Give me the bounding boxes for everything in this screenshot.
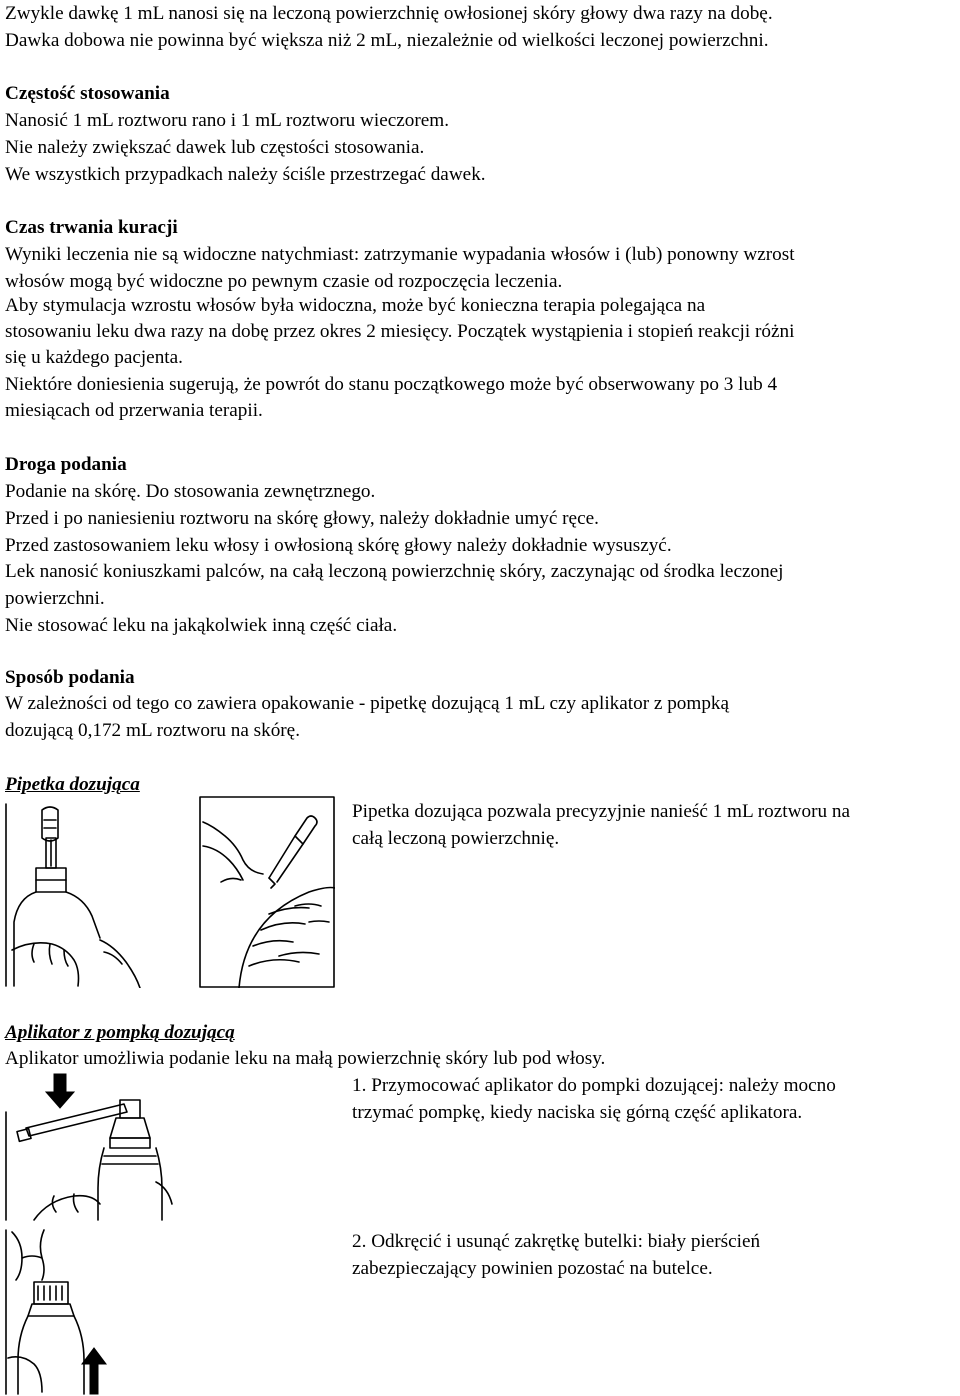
applicator-heading: Aplikator z pompką dozującą bbox=[5, 1022, 235, 1043]
route-line-5: powierzchni. bbox=[5, 588, 105, 609]
applicator-step1-line-1: 1. Przymocować aplikator do pompki dozującej: należy mocno bbox=[352, 1075, 836, 1096]
pipette-caption-line-2: całą leczoną powierzchnię. bbox=[352, 828, 560, 849]
duration-line-2: włosów mogą być widoczne po pewnym czasie od rozpoczęcia leczenia. bbox=[5, 271, 563, 292]
route-line-2: Przed i po naniesieniu roztworu na skórę głowy, należy dokładnie umyć ręce. bbox=[5, 508, 599, 529]
route-line-3: Przed zastosowaniem leku włosy i owłosioną skórę głowy należy dokładnie wysuszyć. bbox=[5, 535, 672, 556]
duration-line-5: się u każdego pacjenta. bbox=[5, 347, 183, 368]
duration-line-4: stosowaniu leku dwa razy na dobę przez okres 2 miesięcy. Początek wystąpienia i stopień reakcji różni bbox=[5, 321, 795, 342]
applicator-intro: Aplikator umożliwia podanie leku na małą powierzchnię skóry lub pod włosy. bbox=[5, 1048, 606, 1069]
frequency-line-2: Nie należy zwiększać dawek lub częstości stosowania. bbox=[5, 137, 425, 158]
pipette-heading: Pipetka dozująca bbox=[5, 774, 140, 795]
pipette-caption-line-1: Pipetka dozująca pozwala precyzyjnie nanieść 1 mL roztworu na bbox=[352, 801, 850, 822]
pipette-bottle-illustration bbox=[4, 800, 194, 988]
method-line-2: dozującą 0,172 mL roztworu na skórę. bbox=[5, 720, 300, 741]
method-heading: Sposób podania bbox=[5, 667, 135, 688]
route-line-1: Podanie na skórę. Do stosowania zewnętrznego. bbox=[5, 481, 376, 502]
duration-line-7: miesiącach od przerwania terapii. bbox=[5, 400, 263, 421]
frequency-line-1: Nanosić 1 mL roztworu rano i 1 mL roztworu wieczorem. bbox=[5, 110, 450, 131]
applicator-step2-line-2: zabezpieczający powinien pozostać na butelce. bbox=[352, 1258, 713, 1279]
intro-line-2: Dawka dobowa nie powinna być większa niż 2 mL, niezależnie od wielkości leczonej powierzchni. bbox=[5, 30, 769, 51]
route-line-6: Nie stosować leku na jakąkolwiek inną część ciała. bbox=[5, 615, 398, 636]
intro-line-1: Zwykle dawkę 1 mL nanosi się na leczoną powierzchnię owłosionej skóry głowy dwa razy na dobę. bbox=[5, 3, 773, 24]
applicator-step1-line-2: trzymać pompkę, kiedy naciska się górną część aplikatora. bbox=[352, 1102, 803, 1123]
frequency-heading: Częstość stosowania bbox=[5, 83, 170, 104]
method-line-1: W zależności od tego co zawiera opakowanie - pipetkę dozującą 1 mL czy aplikator z pompką bbox=[5, 693, 730, 714]
applicator-step2-line-1: 2. Odkręcić i usunąć zakrętkę butelki: biały pierścień bbox=[352, 1231, 761, 1252]
duration-line-6: Niektóre doniesienia sugerują, że powrót do stanu początkowego może być obserwowany po 3 lub 4 bbox=[5, 374, 778, 395]
duration-line-1: Wyniki leczenia nie są widoczne natychmiast: zatrzymanie wypadania włosów i (lub) ponowny wzrost bbox=[5, 244, 795, 265]
applicator-attach-illustration bbox=[4, 1072, 174, 1222]
route-heading: Droga podania bbox=[5, 454, 127, 475]
route-line-4: Lek nanosić koniuszkami palców, na całą leczoną powierzchnię skóry, zaczynając od środka leczonej bbox=[5, 561, 784, 582]
applicator-unscrew-illustration bbox=[4, 1228, 124, 1396]
frequency-line-3: We wszystkich przypadkach należy ściśle przestrzegać dawek. bbox=[5, 164, 486, 185]
duration-line-3: Aby stymulacja wzrostu włosów była widoczna, może być konieczna terapia polegająca na bbox=[5, 295, 706, 316]
pipette-scalp-illustration bbox=[199, 796, 335, 988]
duration-heading: Czas trwania kuracji bbox=[5, 217, 178, 238]
